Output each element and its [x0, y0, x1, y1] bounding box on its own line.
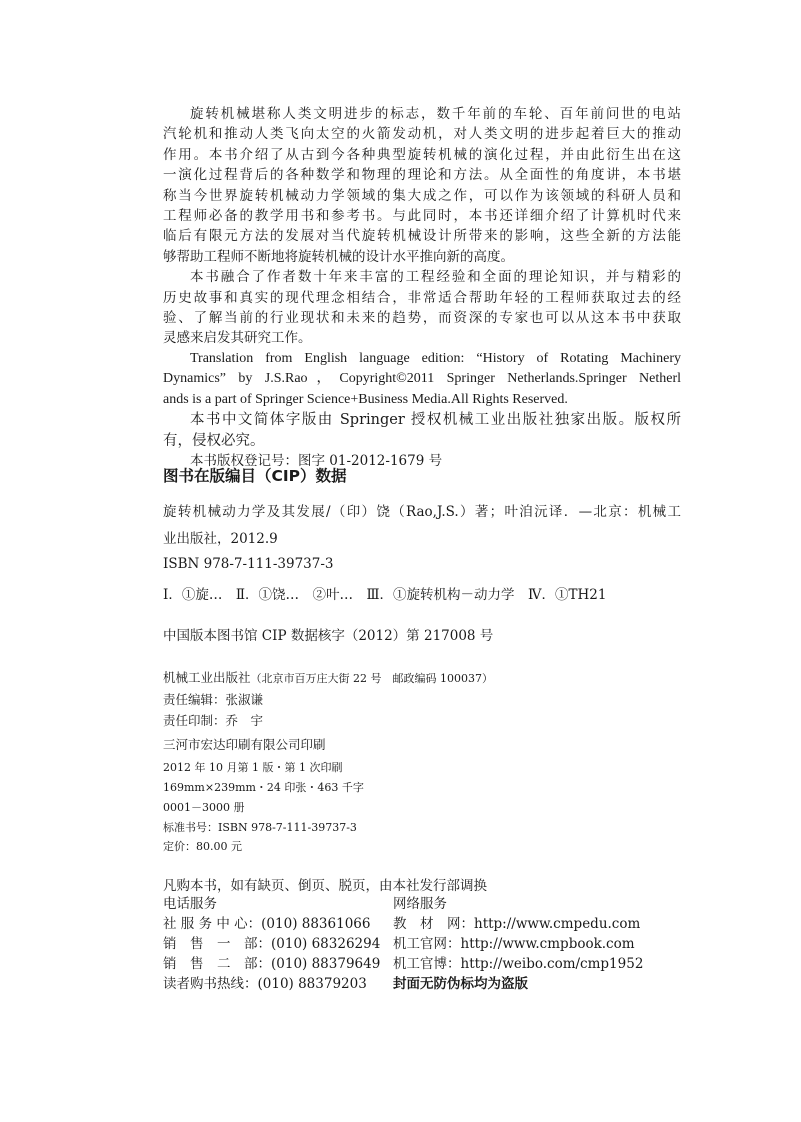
intro-line: 旋转机械堪称人类文明进步的标志，数千年前的车轮、百年前问世的电站: [190, 106, 681, 122]
cip-core-number: 中国版本图书馆 CIP 数据核字（2012）第 217008 号: [163, 628, 494, 644]
anti-counterfeit-notice: 封面无防伪标均为盗版: [393, 976, 528, 992]
intro-line: 作用。本书介绍了从古到今各种典型旋转机械的演化过程，并由此衍生出在这: [163, 146, 681, 163]
publisher-address: （北京市百万庄大街 22 号 邮政编码 100037）: [250, 672, 493, 685]
license-line: 有，侵权必究。: [163, 432, 265, 449]
web-line: 机工官博：http://weibo.com/cmp1952: [393, 956, 644, 972]
print-run: 0001－3000 册: [163, 801, 245, 814]
intro-line: 一演化过程背后的各种数学和物理的理论和方法。从全面性的角度讲，本书堪: [163, 167, 681, 184]
intro-line: 临后有限元方法的发展对当代旋转机械设计所带来的影响，这些全新的方法能: [163, 228, 681, 245]
replacement-notice: 凡购本书，如有缺页、倒页、脱页，由本社发行部调换: [163, 878, 487, 894]
cip-isbn: ISBN 978-7-111-39737-3: [163, 556, 334, 572]
intro-line: 工程师必备的教学用书和参考书。与此同时，本书还详细介绍了计算机时代来: [163, 208, 681, 225]
publisher-name: 机械工业出版社: [163, 670, 251, 685]
phone-service-header: 电话服务: [163, 896, 217, 912]
printer: 三河市宏达印刷有限公司印刷: [163, 737, 326, 752]
format-info: 169mm×239mm・24 印张・463 千字: [163, 781, 364, 794]
cip-catalog-line: 业出版社，2012.9: [163, 531, 278, 547]
phone-line: 销 售 二 部：(010) 88379649: [163, 956, 381, 972]
responsible-printing: 责任印制：乔 宇: [163, 713, 264, 728]
edition-info: 2012 年 10 月第 1 版・第 1 次印刷: [163, 761, 343, 774]
translation-notice-line: Translation from English language edition: “History of Rotating Machinery: [190, 350, 681, 366]
intro-line: 本书融合了作者数十年来丰富的工程经验和全面的理论知识，并与精彩的: [190, 269, 681, 286]
phone-line: 社 服 务 中 心：(010) 88361066: [163, 916, 371, 932]
copyright-register-no: 本书版权登记号：图字 01-2012-1679 号: [190, 452, 443, 469]
responsible-editor: 责任编辑：张淑谦: [163, 692, 264, 707]
book-introduction: [163, 104, 681, 471]
price: 定价：80.00 元: [163, 840, 242, 853]
cip-catalog-line: 旋转机械动力学及其发展/（印）饶（Rao,J.S.）著；叶洎沅译．—北京：机械工: [163, 504, 681, 520]
web-service-header: 网络服务: [393, 896, 447, 912]
intro-line: 验、了解当前的行业现状和未来的趋势，而资深的专家也可以从这本书中获取: [163, 310, 681, 327]
phone-line: 销 售 一 部：(010) 68326294: [163, 936, 381, 952]
phone-line: 读者购书热线：(010) 88379203: [163, 976, 367, 992]
license-line: 本书中文简体字版由 Springer 授权机械工业出版社独家出版。版权所: [190, 412, 681, 429]
cip-classification: Ⅰ．①旋… Ⅱ．①饶… ②叶… Ⅲ．①旋转机构－动力学 Ⅳ．①TH21: [163, 587, 607, 603]
intro-line: 灵感来启发其研究工作。: [163, 330, 312, 347]
standard-book-number: 标准书号：ISBN 978-7-111-39737-3: [163, 821, 357, 834]
intro-line: 历史故事和真实的现代理念相结合，非常适合帮助年轻的工程师获取过去的经: [163, 289, 681, 306]
web-line: 机工官网：http://www.cmpbook.com: [393, 936, 635, 952]
intro-line: 够帮助工程师不断地将旋转机械的设计水平推向新的高度。: [163, 248, 514, 265]
publisher-line: [163, 668, 493, 686]
cip-title: 图书在版编目（CIP）数据: [163, 467, 347, 485]
translation-notice-line: ands is a part of Springer Science+Business Media.All Rights Reserved.: [163, 391, 568, 407]
intro-line: 汽轮机和推动人类飞向太空的火箭发动机，对人类文明的进步起着巨大的推动: [163, 126, 681, 143]
intro-line: 称当今世界旋转机械动力学领域的集大成之作，可以作为该领域的科研人员和: [163, 187, 681, 204]
web-line: 教 材 网：http://www.cmpedu.com: [393, 916, 641, 932]
translation-notice-line: Dynamics” by J.S.Rao，Copyright©2011 Springer Netherlands.Springer Netherl: [163, 371, 681, 387]
